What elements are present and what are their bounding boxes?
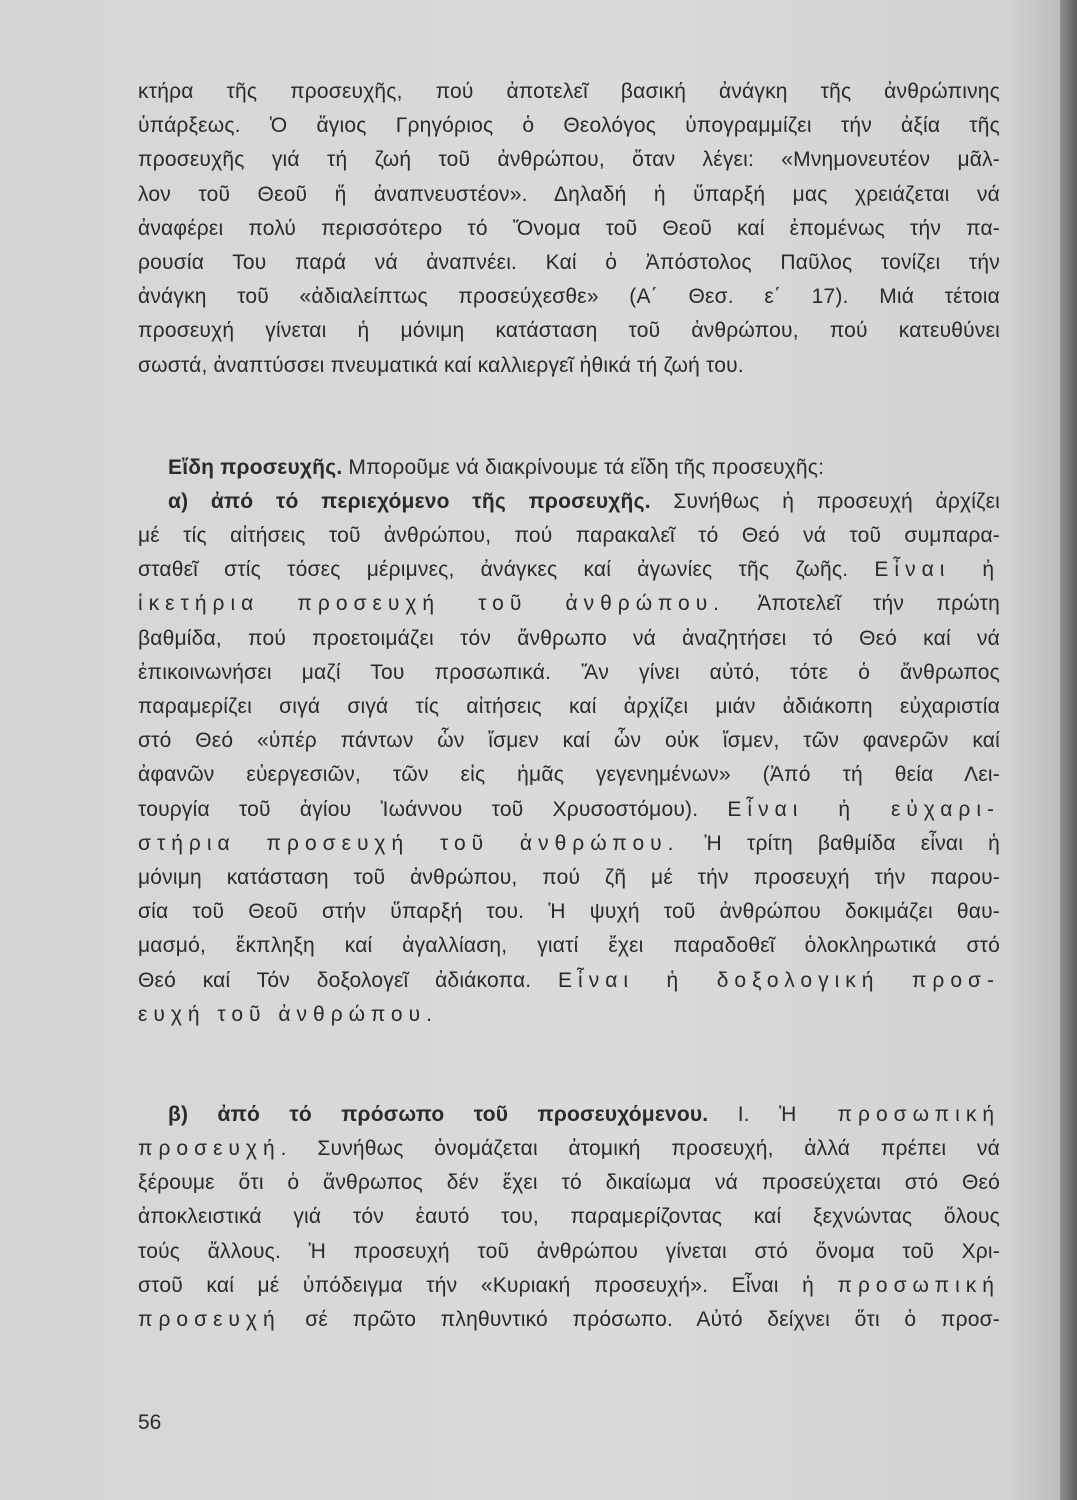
section-kinds: [138, 451, 1000, 485]
text-span: Ἀποτελεῖ τήν πρώτη: [725, 592, 1000, 616]
spaced-text: Εἶναι ἡ εὐχαρι-: [727, 797, 1000, 821]
text-line: τούς ἄλλους. Ἡ προσευχή τοῦ ἀνθρώπου γίνεται στό ὄνομα τοῦ Χρι-: [138, 1239, 1000, 1263]
text-span: τουργία τοῦ ἁγίου Ἰωάννου τοῦ Χρυσοστόμου).: [138, 797, 728, 821]
spaced-text: στήρια προσευχή τοῦ ἀνθρώπου.: [138, 831, 680, 855]
text-line: [138, 964, 1000, 998]
text-line: μασμό, ἔκπληξη καί ἀγαλλίαση, γιατί ἔχει παραδοθεῖ ὁλοκληρωτικά στό: [138, 934, 1000, 958]
text-line: [138, 1132, 1000, 1166]
text-line: ἀνάγκη τοῦ «ἀδιαλείπτως προσεύχεσθε» (Α΄ Θεσ. ε΄ 17). Μιά τέτοια: [138, 285, 1000, 309]
spaced-text: Ἡ προσωπική: [779, 1102, 1001, 1126]
text-line: λον τοῦ Θεοῦ ἤ ἀναπνευστέον». Δηλαδή ἡ ὕπαρξή μας χρειάζεται νά: [138, 182, 1000, 206]
text-span: στοῦ καί μέ ὑπόδειγμα τήν «Κυριακή προσευχή». Εἶναι ἡ: [138, 1273, 838, 1297]
text-line: προσευχῆς γιά τή ζωή τοῦ ἀνθρώπου, ὅταν λέγει: «Μνημονευτέον μᾶλ-: [138, 148, 1000, 172]
text-line: [138, 827, 1000, 861]
text-line: ξέρουμε ὅτι ὁ ἄνθρωπος δέν ἔχει τό δικαίωμα νά προσεύχεται στό Θεό: [138, 1171, 1000, 1195]
text-line: βαθμίδα, πού προετοιμάζει τόν ἄνθρωπο νά ἀναζητήσει τό Θεό καί νά: [138, 626, 1000, 650]
text-line: [138, 1098, 1000, 1132]
text-line: παραμερίζει σιγά σιγά τίς αἰτήσεις καί ἀρχίζει μιάν ἀδιάκοπη εὐχαριστία: [138, 695, 1000, 718]
text-line: [138, 1269, 1000, 1303]
page-number: 56: [138, 1411, 162, 1434]
spaced-text: προσευχή: [138, 1137, 281, 1161]
paragraph-b: [138, 1098, 1000, 1337]
section-text: Μποροῦμε νά διακρίνουμε τά εἴδη τῆς προσευχῆς:: [342, 455, 825, 479]
spaced-text: προσευχή: [138, 1308, 281, 1331]
text-line: σωστά, ἀναπτύσσει πνευματικά καί καλλιεργεῖ ἠθικά τή ζωή του.: [138, 353, 744, 377]
text-line: μέ τίς αἰτήσεις τοῦ ἀνθρώπου, πού παρακαλεῖ τό Θεό νά τοῦ συμπαρα-: [138, 524, 1000, 548]
text-line: [138, 1303, 1000, 1337]
page-body: [138, 75, 1000, 1337]
text-span: Ι.: [708, 1102, 780, 1126]
section-heading: Εἴδη προσευχῆς.: [168, 455, 343, 479]
text-span: Θεό καί Τόν δοξολογεῖ ἀδιάκοπα.: [138, 968, 559, 992]
text-line: μόνιμη κατάσταση τοῦ ἀνθρώπου, πού ζῆ μέ τήν προσευχή τήν παρου-: [138, 865, 1000, 889]
text-line: στό Θεό «ὑπέρ πάντων ὧν ἴσμεν καί ὧν οὐκ ἴσμεν, τῶν φανερῶν καί: [138, 729, 1000, 753]
text-line: σία τοῦ Θεοῦ στήν ὕπαρξή του. Ἡ ψυχή τοῦ ἀνθρώπου δοκιμάζει θαυ-: [138, 900, 1000, 924]
text-line: [138, 485, 1000, 519]
text-line: [138, 553, 1000, 587]
spaced-text: προσωπική: [837, 1273, 1000, 1297]
text-line: ρουσία Του παρά νά ἀναπνέει. Καί ὁ Ἀπόστολος Παῦλος τονίζει τήν: [138, 250, 1000, 274]
text-line: ὑπάρξεως. Ὁ ἅγιος Γρηγόριος ὁ Θεολόγος ὑπογραμμίζει τήν ἀξία τῆς: [138, 114, 1000, 138]
text-span: Ἡ τρίτη βαθμίδα εἶναι ἡ: [679, 831, 1001, 855]
subsection-heading: β) ἀπό τό πρόσωπο τοῦ προσευχόμενου.: [168, 1102, 709, 1126]
paragraph-intro: [138, 75, 1000, 383]
text-span: . Συνήθως ὀνομάζεται ἀτομική προσευχή, ἀλλά πρέπει νά: [280, 1137, 1000, 1161]
spaced-text: Εἶναι ἡ δοξολογική προσ-: [558, 968, 1000, 992]
spaced-text: ἱκετήρια προσευχή τοῦ ἀνθρώπου.: [138, 592, 726, 616]
text-line: προσευχή γίνεται ἡ μόνιμη κατάσταση τοῦ ἀνθρώπου, πού κατευθύνει: [138, 319, 1000, 343]
text-line: ἀφανῶν εὐεργεσιῶν, τῶν εἰς ἡμᾶς γεγενημένων» (Ἀπό τή θεία Λει-: [138, 763, 1000, 787]
subsection-heading: α) ἀπό τό περιεχόμενο τῆς προσευχῆς.: [168, 489, 651, 513]
text-line: [138, 998, 1000, 1032]
text-line: ἐπικοινωνήσει μαζί Του προσωπικά. Ἄν γίνει αὐτό, τότε ὁ ἄνθρωπος: [138, 660, 1000, 684]
text-line: ἀποκλειστικά γιά τόν ἑαυτό του, παραμερίζοντας καί ξεχνώντας ὅλους: [138, 1205, 1000, 1229]
text-span: σέ πρῶτο πληθυντικό πρόσωπο. Αὐτό δείχνει ὅτι ὁ προσ-: [280, 1308, 1000, 1331]
paragraph-a: [138, 485, 1000, 1032]
text-line: κτήρα τῆς προσευχῆς, πού ἀποτελεῖ βασική ἀνάγκη τῆς ἀνθρώπινης: [138, 80, 1000, 103]
text-line: [138, 587, 1000, 621]
text-line: [138, 793, 1000, 827]
text-span: σταθεῖ στίς τόσες μέριμνες, ἀνάγκες καί ἀγωνίες τῆς ζωῆς.: [138, 558, 849, 582]
book-gutter: [1060, 0, 1077, 1500]
text-span: Συνήθως ἡ προσευχή ἀρχίζει: [650, 489, 1000, 513]
spaced-text: Εἶναι ἡ: [874, 558, 1000, 582]
text-line: ἀναφέρει πολύ περισσότερο τό Ὄνομα τοῦ Θεοῦ καί ἐπομένως τήν πα-: [138, 216, 1000, 240]
spaced-text: ευχή τοῦ ἀνθρώπου.: [138, 1002, 438, 1026]
